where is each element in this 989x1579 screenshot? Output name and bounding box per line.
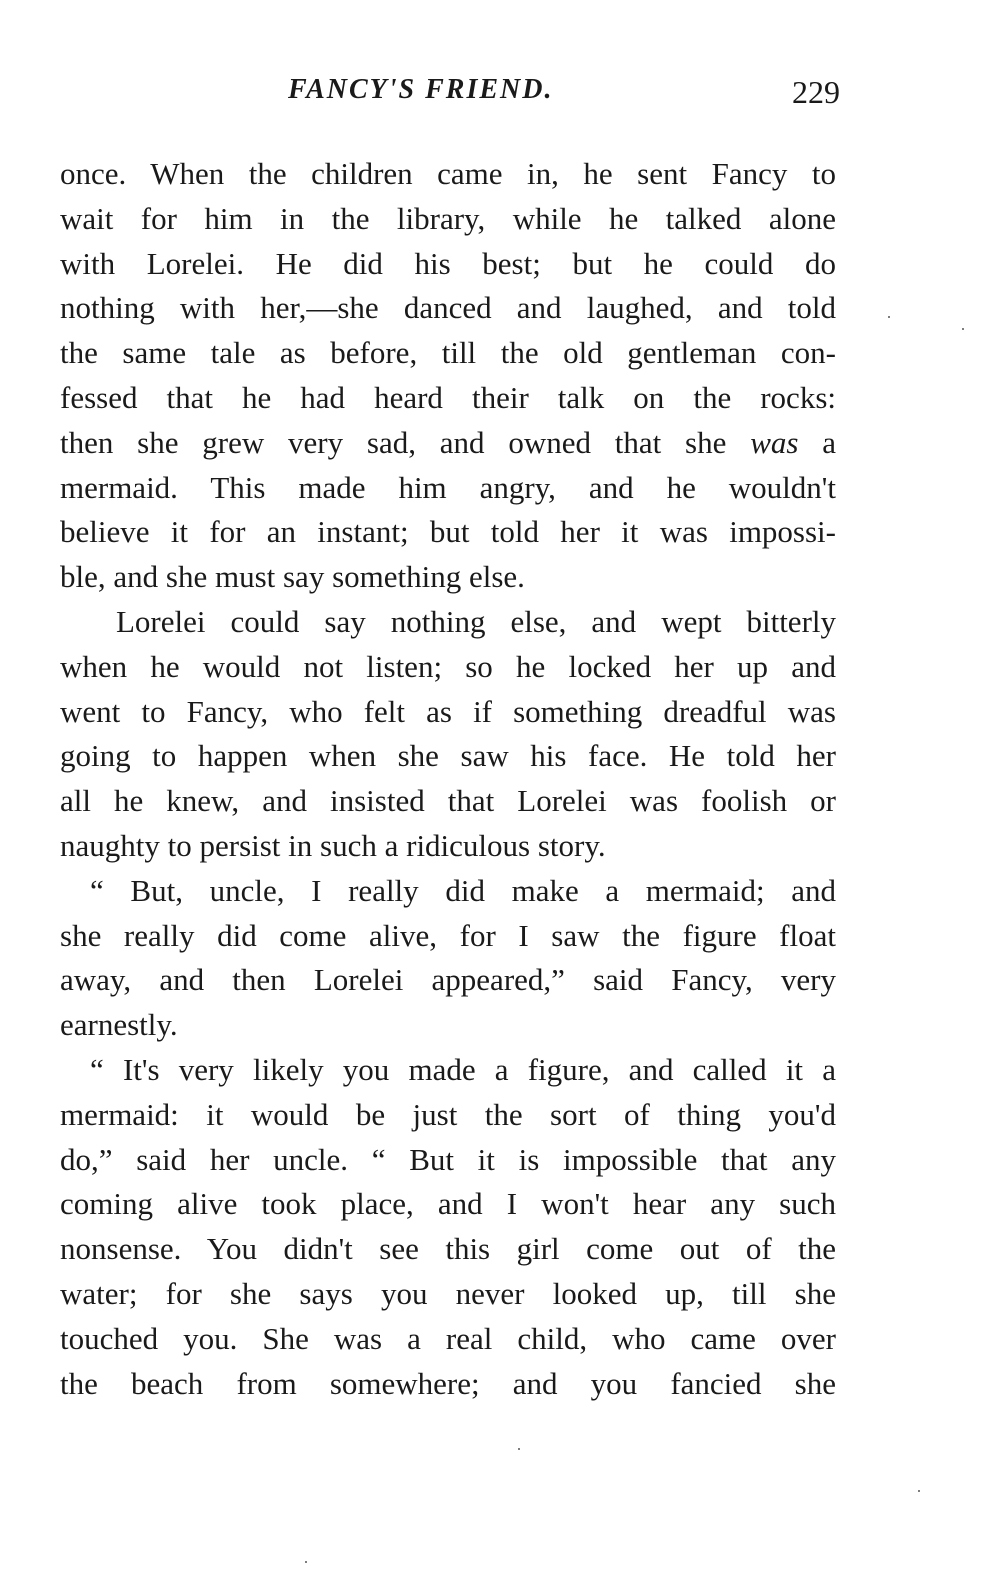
text-line: all he knew, and insisted that Lorelei was foolish or [60,783,836,819]
text-line: she really did come alive, for I saw the figure float [60,917,836,953]
emphasis: was [750,424,799,460]
print-speck [518,1448,520,1450]
text-line: with Lorelei. He did his best; but he could do [60,245,836,281]
text-line: away, and then Lorelei appeared,” said Fancy, very [60,962,836,998]
text-line: touched you. She was a real child, who came over [60,1320,836,1356]
text-line: mermaid: it would be just the sort of thing you'd [60,1096,836,1132]
text-line: coming alive took place, and I won't hear any such [60,1186,836,1222]
print-speck [305,1561,307,1563]
text-line: naughty to persist in such a ridiculous story. [60,827,606,863]
text-line: the same tale as before, till the old gentleman con- [60,335,836,371]
text-line: mermaid. This made him angry, and he wouldn't [60,469,836,505]
text-line: do,” said her uncle. “ But it is impossible that any [60,1141,836,1177]
text-line: “ But, uncle, I really did make a mermaid; and [90,872,836,908]
print-speck [918,1490,920,1492]
text-line: wait for him in the library, while he talked alone [60,200,836,236]
text-line: fessed that he had heard their talk on the rocks: [60,379,836,415]
text-line: going to happen when she saw his face. He told her [60,738,836,774]
text-line: ble, and she must say something else. [60,559,525,595]
running-head [60,74,840,114]
body-text [60,152,836,1406]
text-line: believe it for an instant; but told her it was impossi- [60,514,836,550]
text-line: “ It's very likely you made a figure, and called it a [90,1051,836,1087]
text-line: once. When the children came in, he sent Fancy to [60,156,836,191]
running-title: FANCY'S FRIEND. [288,74,554,105]
text-line: went to Fancy, who felt as if something dreadful was [60,693,836,729]
text-line: then she grew very sad, and owned that she was a [60,424,836,460]
page-number: 229 [792,74,840,110]
text-line: earnestly. [60,1007,178,1043]
text-line: the beach from somewhere; and you fancied she [60,1365,836,1401]
print-speck [962,328,964,330]
print-speck [888,316,890,318]
text-line: nothing with her,—she danced and laughed, and told [60,290,836,326]
text-line: nonsense. You didn't see this girl come out of the [60,1231,836,1267]
text-line: water; for she says you never looked up, till she [60,1275,836,1311]
text-line: when he would not listen; so he locked her up and [60,648,836,684]
text-line: Lorelei could say nothing else, and wept bitterly [116,603,836,639]
